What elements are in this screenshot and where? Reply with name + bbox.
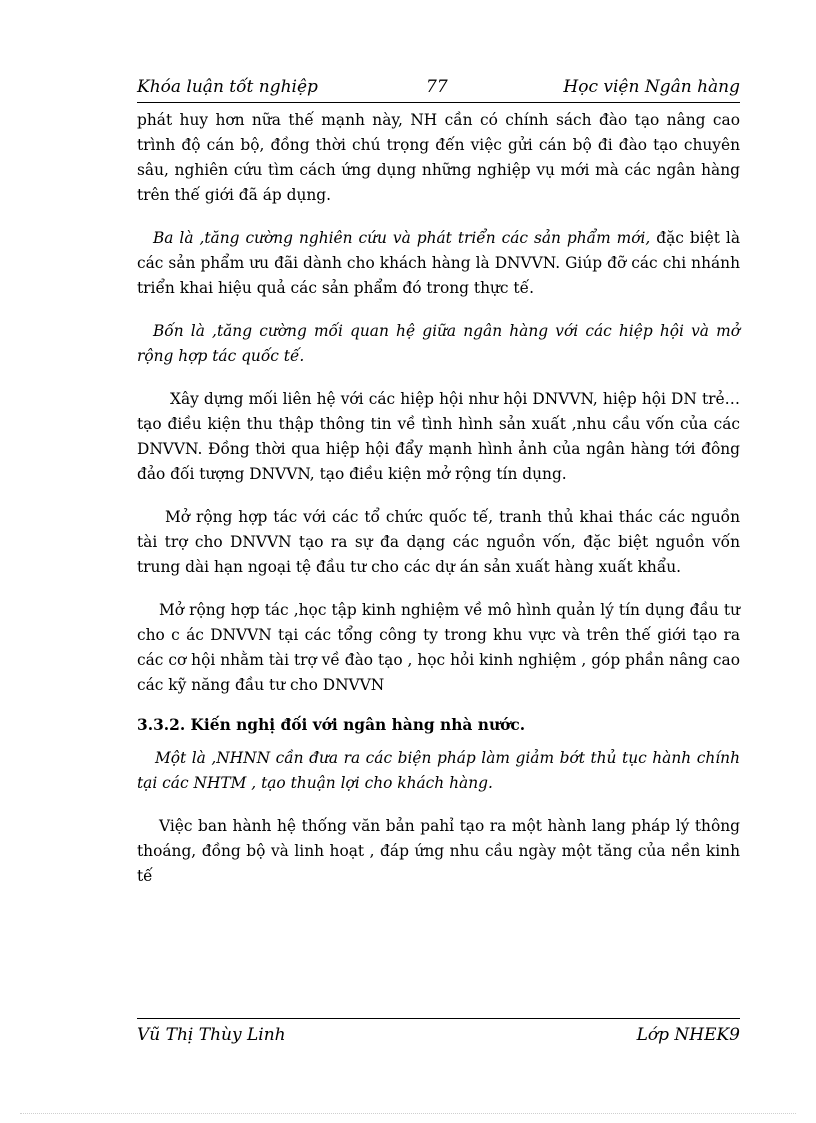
header-thesis-title: Khóa luận tốt nghiệp bbox=[137, 77, 318, 97]
paragraph-associations-lead: Bốn là ,tăng cường mối quan hệ giữa ngân hàng với các hiệp hội và mở rộng hợp tác quốc tế. bbox=[137, 322, 740, 365]
paragraph-new-products-rest: đặc biệt là các sản phẩm ưu đãi dành cho khách hàng là DNVVN. Giúp đỡ các chi nhánh triển khai hiệu quả các sản phẩm đó trong thực tế. bbox=[137, 229, 740, 297]
paragraph-training: phát huy hơn nữa thế mạnh này, NH cần có chính sách đào tạo nâng cao trình độ cán bộ, đồng thời chú trọng đến việc gửi cán bộ đi đào tạo chuyên sâu, nghiên cứu tìm cách ứng dụng những nghiệp vụ mới mà các ngân hàng trên thế giới đã áp dụng. bbox=[137, 111, 740, 204]
paragraph-new-products-lead: Ba là ,tăng cường nghiên cứu và phát triển các sản phẩm mới, bbox=[153, 229, 651, 247]
page-body bbox=[137, 108, 740, 889]
paragraph-associations: Xây dựng mối liên hệ với các hiệp hội như hội DNVVN, hiệp hội DN trẻ…tạo điều kiện thu thập thông tin về tình hình sản xuất ,nhu cầu vốn của các DNVVN. Đồng thời qua hiệp hội đẩy mạnh hình ảnh của ngân hàng tới đông đảo đối tượng DNVVN, tạo điều kiện mở rộng tín dụng. bbox=[137, 390, 740, 483]
paragraph-experience: Mở rộng hợp tác ,học tập kinh nghiệm về mô hình quản lý tín dụng đầu tư cho c ác DNVVN tại các tổng công ty trong khu vực và trên thế giới tạo ra các cơ hội nhằm tài trợ về đào tạo , học hỏi kinh nghiệm , góp phần nâng cao các kỹ năng đầu tư cho DNVVN bbox=[137, 601, 740, 694]
section-heading: 3.3.2. Kiến nghị đối với ngân hàng nhà nước. bbox=[137, 716, 526, 734]
paragraph-legal-framework: Việc ban hành hệ thống văn bản pahỉ tạo ra một hành lang pháp lý thông thoáng, đồng bộ và linh hoạt , đáp ứng nhu cầu ngày một tăng của nền kinh tế bbox=[137, 817, 740, 885]
paragraph-new-products bbox=[137, 226, 740, 301]
page-footer bbox=[137, 1018, 740, 1045]
page-number: 77 bbox=[426, 77, 448, 97]
paragraph-sbv-procedures: Một là ,NHNN cần đưa ra các biện pháp làm giảm bớt thủ tục hành chính tại các NHTM , tạo thuận lợi cho khách hàng. bbox=[137, 749, 740, 792]
paragraph-international: Mở rộng hợp tác với các tổ chức quốc tế, tranh thủ khai thác các nguồn tài trợ cho DNVVN tạo ra sự đa dạng các nguồn vốn, đặc biệt nguồn vốn trung dài hạn ngoại tệ đầu tư cho các dự án sản xuất hàng xuất khẩu. bbox=[137, 508, 740, 576]
page-bottom-divider bbox=[20, 1113, 796, 1114]
page-header bbox=[137, 76, 740, 103]
header-institution: Học viện Ngân hàng bbox=[563, 77, 740, 97]
footer-author: Vũ Thị Thùy Linh bbox=[137, 1025, 286, 1045]
footer-class: Lớp NHEK9 bbox=[636, 1025, 740, 1045]
